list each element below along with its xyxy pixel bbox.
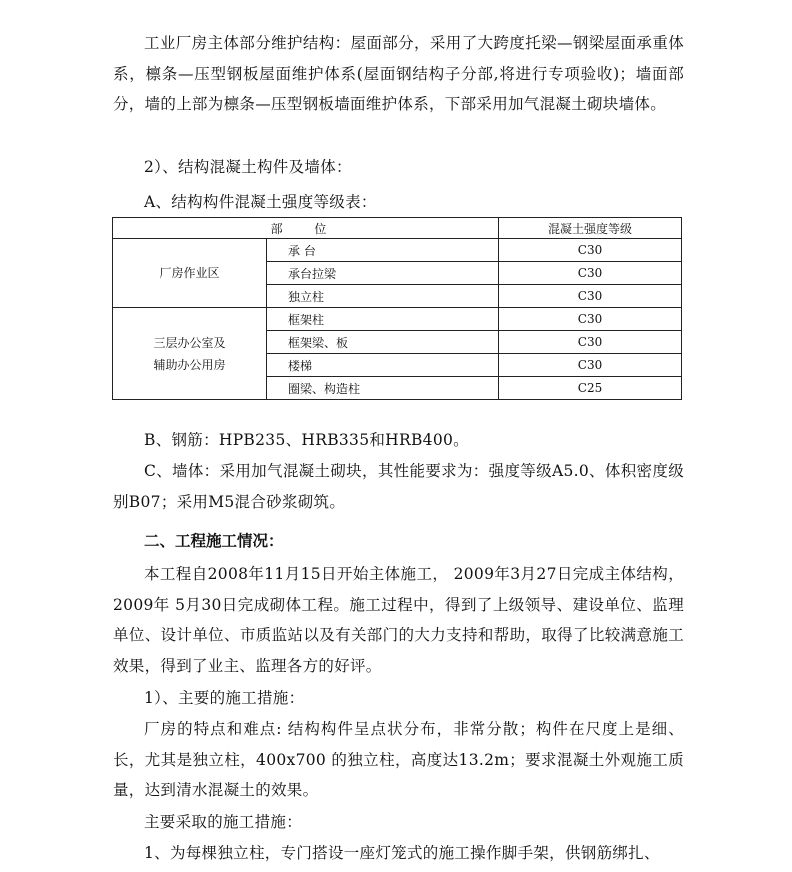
- component-cell: 承 台: [267, 239, 499, 262]
- section-heading-concrete-members: 2）、结构混凝土构件及墙体：: [144, 158, 352, 176]
- grade-cell: C30: [499, 262, 682, 285]
- paragraph-scaffold: 1、为每棵独立柱，专门搭设一座灯笼式的施工操作脚手架，供钢筋绑扎、: [144, 844, 660, 862]
- paragraph-wall: C、墙体：采用加气混凝土砌块，其性能要求为：强度等级A5.0、体积密度级别B07；采用M5混合砂浆砌筑。: [113, 462, 684, 511]
- paragraph-construction-summary: 本工程自2008年11月15日开始主体施工， 2009年3月27日完成主体结构，2009年 5月30日完成砌体工程。施工过程中，得到了上级领导、建设单位、监理单位、设计单位、市质监站以及有关部门的大力支持和帮助，取得了比较满意施工效果，得到了业主、监理各方的好评。: [113, 565, 684, 675]
- header-grade: 混凝土强度等级: [499, 218, 682, 239]
- grade-cell: C30: [499, 239, 682, 262]
- grade-cell: C30: [499, 331, 682, 354]
- component-cell: 框架梁、板: [267, 331, 499, 354]
- component-cell: 承台拉梁: [267, 262, 499, 285]
- group-name-office: 三层办公室及 辅助办公用房: [113, 308, 267, 400]
- grade-cell: C25: [499, 377, 682, 400]
- table-row: [113, 239, 682, 262]
- table-row: [113, 308, 682, 331]
- header-part: 部 位: [113, 218, 499, 239]
- paragraph-rebar: B、钢筋：HPB235、HRB335和HRB400。: [144, 431, 469, 449]
- section-heading-construction: 二、工程施工情况：: [144, 531, 284, 550]
- grade-cell: C30: [499, 308, 682, 331]
- paragraph-roof-wall-structure: 工业厂房主体部分维护结构：屋面部分，采用了大跨度托梁—钢梁屋面承重体系，檩条—压型钢板屋面维护体系(屋面钢结构子分部,将进行专项验收)；墙面部分，墙的上部为檩条—压型钢板墙面维护体系，下部采用加气混凝土砌块墙体。: [113, 34, 684, 113]
- paragraph-main-measures: 主要采取的施工措施：: [144, 813, 303, 831]
- component-cell: 圈梁、构造柱: [267, 377, 499, 400]
- concrete-grade-table: [112, 217, 682, 400]
- component-cell: 框架柱: [267, 308, 499, 331]
- section-heading-measures: 1）、主要的施工措施：: [144, 689, 305, 707]
- grade-cell: C30: [499, 285, 682, 308]
- component-cell: 独立柱: [267, 285, 499, 308]
- table-caption: A、结构构件混凝土强度等级表：: [144, 193, 377, 211]
- paragraph-difficulties: 厂房的特点和难点: 结构构件呈点状分布，非常分散；构件在尺度上是细、长，尤其是独立柱，400x700 的独立柱，高度达13.2m；要求混凝土外观施工质量，达到清水混凝土的效果。: [113, 720, 684, 799]
- grade-cell: C30: [499, 354, 682, 377]
- table-header-row: [113, 218, 682, 239]
- component-cell: 楼梯: [267, 354, 499, 377]
- group-name-factory: 厂房作业区: [113, 239, 267, 308]
